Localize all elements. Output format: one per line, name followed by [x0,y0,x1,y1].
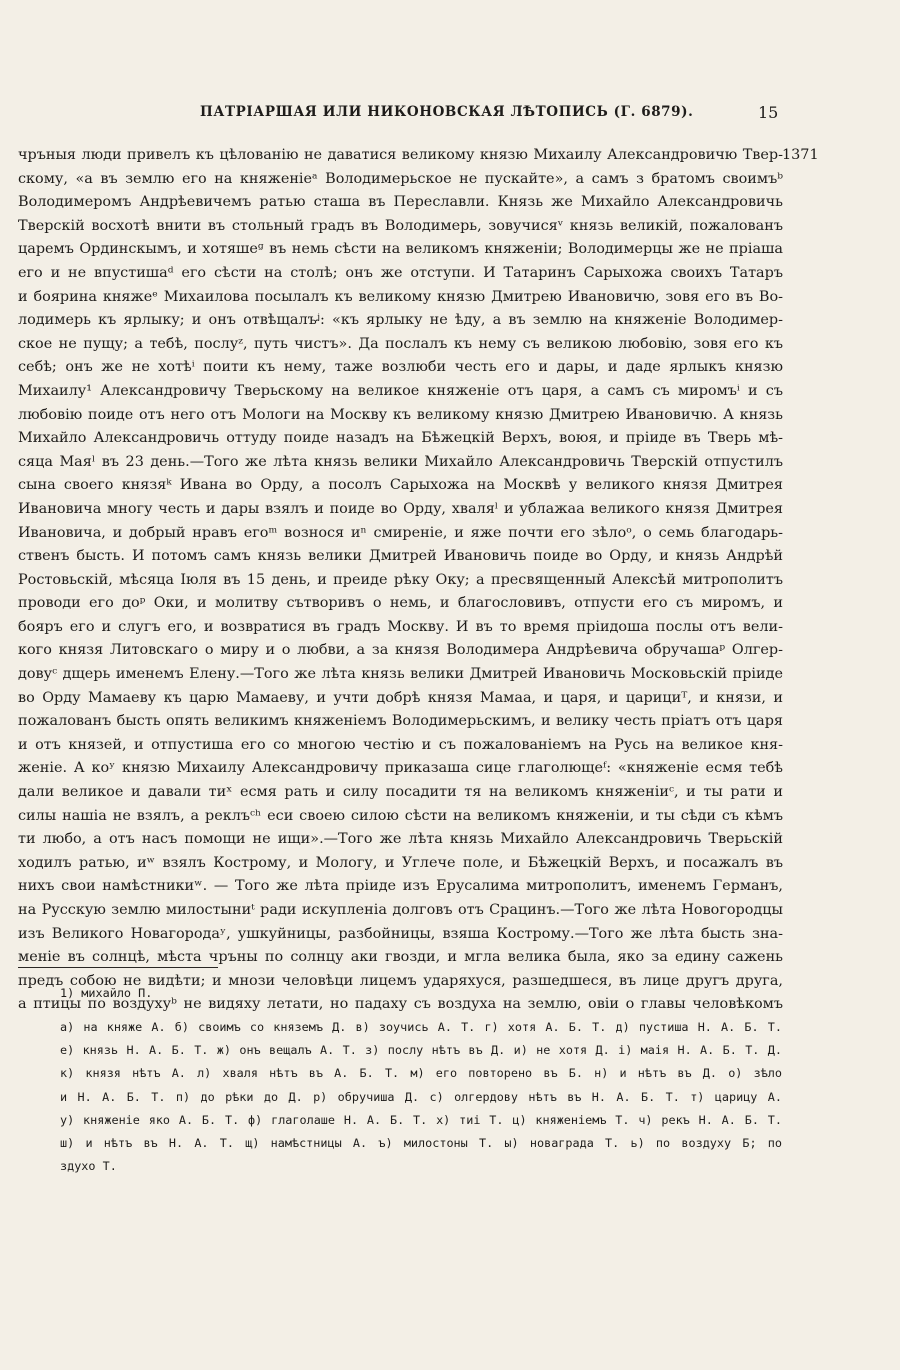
text-line: предъ собою не видѣти; и мнози человѣци лицемъ ударяхуся, разшедшеся, въ лице другъ друга, [18,972,783,989]
text-line: сына своего князяᵏ Ивана во Орду, а посолъ Сарыхожа на Москвѣ у великого князя Дмитрея [18,477,783,494]
text-line: Володимеромъ Андрѣевичемъ ратью сташа въ Переславли. Князь же Михайло Александровичь [18,194,783,211]
text-line: проводи его доᵖ Оки, и молитву сътворивъ о немь, и благословивъ, отпусти его съ миромъ, и [18,595,783,612]
text-line: силы нашіа не взялъ, а реклъᶜʰ еси своею силою сѣсти на великомъ княженіи, и ты сѣди съ кѣмъ [18,807,783,824]
text-line: ходилъ ратью, иʷ взялъ Кострому, и Мологу, и Углече поле, и Бѣжецкій Верхъ, и посажалъ въ [18,854,783,871]
text-line: Михайло Александровичь оттуду поиде назадъ на Бѣжецкій Верхъ, воюя, и пріиде въ Тверь мѣ- [18,430,783,447]
text-line: Ростовьскій, мѣсяца Іюля въ 15 день, и преиде рѣку Оку; а пресвященный Алексѣй митрополитъ [18,571,783,588]
text-line: кого князя Литовскаго о миру и о любви, а за князя Володимера Андрѣевича обручашаᵖ Олгер- [18,642,783,659]
text-line: царемъ Ординскымъ, и хотяшеᵍ въ немь сѣсти на великомъ княженіи; Володимерцы же не пріаша [18,241,783,258]
footnote-line: к) князя нѣтъ А. л) хваля нѣтъ въ А. Б. Т. м) его повторено въ Б. н) и нѣтъ въ Д. о) зѣло [60,1066,782,1081]
footnote-line: а) на княже А. б) своимъ со княземъ Д. в) зоучись А. Т. г) хотя А. Б. Т. д) пустиша Н. А. Б. Т. [60,1020,782,1034]
page-number: 15 [758,103,779,122]
text-line: сяца Маяˡ въ 23 день.—Того же лѣта князь велики Михайло Александровичь Тверскій отпустилъ [18,453,783,470]
text-line: чръныя люди привелъ къ цѣлованію не даватися великому князю Михаилу Александровичю Твер- [18,147,783,163]
variant-readings [60,1016,782,1178]
text-line: лодимерь къ ярлыку; и онъ отвѣщалъᶨ: «къ ярлыку не ѣду, а въ землю на княженіе Володимер- [18,312,783,329]
text-line: изъ Великого Новагородаʸ, ушкуйницы, разбойницы, взяша Кострому.—Того же лѣта бысть зна- [18,925,783,942]
text-line: и отъ князей, и отпустиша его со многою честію и съ пожалованіемъ на Русь на великое кня- [18,736,783,753]
page-header [0,104,900,128]
text-line: его и не впустишаᵈ его сѣсти на столѣ; онъ же отступи. И Татаринъ Сарыхожа своихъ Татаръ [18,264,783,281]
margin-year-note: 1371 [782,147,819,163]
footnotes [60,980,782,1178]
text-line: и боярина княжеᵉ Михаилова посылалъ къ великому князю Дмитрею Ивановичю, зовя его въ Во- [18,288,783,305]
text-line: скому, «а въ землю его на княженіеᵃ Володимерьское не пускайте», а самъ з братомъ своимъᵇ [18,170,783,187]
chronicle-text [18,144,783,1017]
text-line: Ивановича многу честь и дары взялъ и поиде во Орду, хваляˡ и ублажаа великого князя Дмитрея [18,500,783,517]
text-line: дали великое и давали тиˣ есмя рать и силу посадити тя на великомъ княженіиᶜ, и ты рати и [18,784,783,801]
footnote-line: здухо Т. [60,1159,117,1174]
numbered-footnote: 1) михайло П. [60,986,153,1000]
text-line: Михаилу¹ Александровичу Тверьскому на великое княженіе отъ царя, а самъ съ миромъⁱ и съ [18,382,783,399]
text-line: ское не пущу; а тебѣ, послуᶻ, путь чистъ». Да послалъ къ нему съ великою любовію, зовя его къ [18,335,783,352]
text-line: ти любо, а отъ насъ помощи не ищи».—Того же лѣта князь Михайло Александровичь Тверьскій [18,831,783,848]
text-line: а птицы по воздухуᵇ не видяху летати, но падаху съ воздуха на землю, овіи о главы человѣкомъ [18,996,783,1013]
text-line: нихъ свои намѣстникиʷ. — Того же лѣта пріиде изъ Ерусалима митрополитъ, именемъ Германъ, [18,878,783,895]
text-line: Тверскій восхотѣ внити въ стольный градъ въ Володимерь, зовучисяᵛ князь великій, пожалованъ [18,217,783,234]
text-line: меніе въ солнцѣ, мѣста чръны по солнцу аки гвозди, и мгла велика была, яко за едину сажень [18,949,783,966]
text-line: во Орду Мамаеву къ царю Мамаеву, и учти добрѣ князя Мамаа, и царя, и царициᵀ, и князи, и [18,689,783,706]
footnote-separator [18,967,218,968]
footnote-line: у) княженіе яко А. Б. Т. ф) глаголаше Н. А. Б. Т. х) тиі Т. ц) княженіемъ Т. ч) рекъ Н. А. Б. Т. [60,1112,782,1127]
footnote-line: е) князь Н. А. Б. Т. ж) онъ вещалъ А. Т. з) послу нѣтъ въ Д. и) не хотя Д. і) маія Н. А. Б. Т. Д. [60,1043,782,1058]
text-line: себѣ; онъ же не хотѣⁱ поити къ нему, таже возлюби честь его и дары, и даде ярлыкъ князю [18,359,783,376]
text-line: женіе. А коʸ князю Михаилу Александровичу приказаша сице глаголющеᶠ: «княженіе есмя тебѣ [18,760,783,777]
footnote-line: и Н. А. Б. Т. п) до рѣки до Д. р) обручиша Д. с) олгердову нѣтъ въ Н. А. Б. Т. т) царицу А. [60,1089,782,1104]
text-line: Ивановича, и добрый нравъ егоᵐ вознося иⁿ смиреніе, и яже почти его зѣлоᵒ, о семь благодарь- [18,524,783,541]
running-title: ПАТРІАРШАЯ ИЛИ НИКОНОВСКАЯ ЛѢТОПИСЬ (Г. 6879). [200,104,694,120]
footnote-line: ш) и нѣтъ въ Н. А. Т. щ) намѣстницы А. ъ) милостоны Т. ы) новаграда Т. ь) по воздуху Б; по [60,1135,782,1150]
text-line: любовію поиде отъ него отъ Мологи на Москву къ великому князю Дмитрею Ивановичю. А князь [18,406,783,423]
text-line: бояръ его и слугъ его, и возвратися въ градъ Москву. И въ то время пріидоша послы отъ вели- [18,618,783,635]
text-line: довуᶜ дщерь именемъ Елену.—Того же лѣта князь велики Дмитрей Ивановичь Московьскій пріиде [18,666,783,683]
text-line: на Русскую землю милостыниᵗ ради искупленіа долговъ отъ Срацинъ.—Того же лѣта Новогородцы [18,902,783,918]
text-line: ственъ бысть. И потомъ самъ князь велики Дмитрей Ивановичь поиде во Орду, и князь Андрѣй [18,548,783,565]
text-line: пожалованъ бысть опять великимъ княженіемъ Володимерьскимъ, и велику честь пріатъ отъ царя [18,713,783,730]
